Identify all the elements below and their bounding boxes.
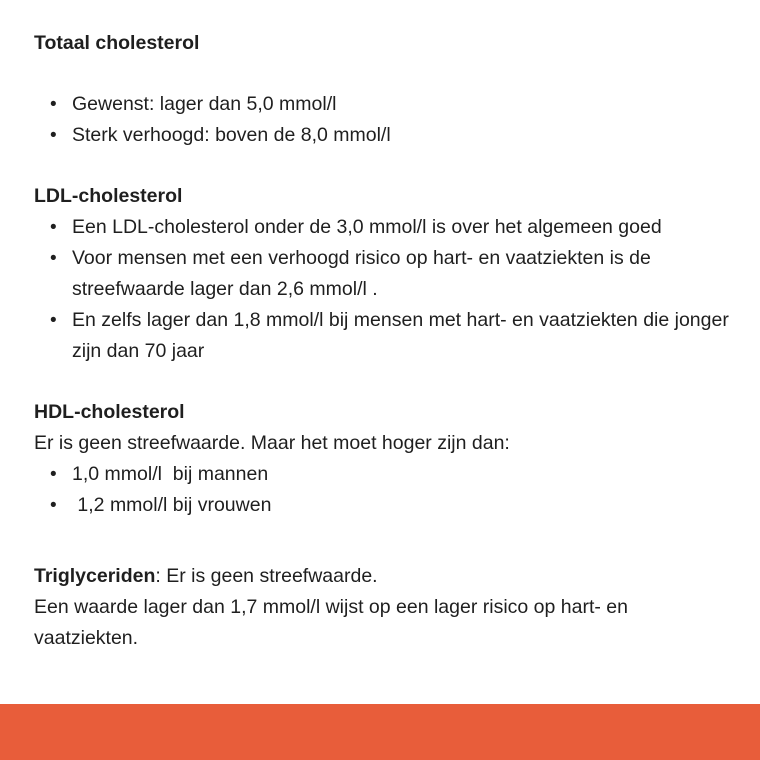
bullet-icon: • (50, 310, 57, 331)
bullet-icon: • (50, 125, 57, 146)
accent-footer-bar (0, 704, 760, 760)
bullet-icon: • (50, 217, 57, 238)
list-item: • Een LDL-cholesterol onder de 3,0 mmol/l is over het algemeen goed (34, 212, 734, 243)
totaal-list (34, 89, 734, 151)
triglyceriden-line (34, 561, 734, 592)
document-body (34, 28, 734, 654)
triglyceriden-detail: Een waarde lager dan 1,7 mmol/l wijst op een lager risico op hart- en vaatziekten. (34, 596, 628, 649)
hdl-intro: Er is geen streefwaarde. Maar het moet hoger zijn dan: (34, 432, 510, 454)
ldl-heading: LDL-cholesterol (34, 185, 183, 207)
bullet-icon: • (50, 464, 57, 485)
triglyceriden-text: : Er is geen streefwaarde. (155, 565, 378, 587)
ldl-list (34, 212, 734, 367)
list-item: • Sterk verhoogd: boven de 8,0 mmol/l (34, 120, 734, 151)
bullet-icon: • (50, 94, 57, 115)
list-item: • Gewenst: lager dan 5,0 mmol/l (34, 89, 734, 120)
triglyceriden-heading: Triglyceriden (34, 565, 156, 587)
hdl-heading: HDL-cholesterol (34, 401, 185, 423)
hdl-list (34, 459, 734, 521)
list-item: • Voor mensen met een verhoogd risico op hart- en vaatziekten is de streefwaarde lager dan 2,6 mmol/l . (34, 243, 734, 305)
list-item: • 1,0 mmol/l bij mannen (34, 459, 734, 490)
totaal-heading: Totaal cholesterol (34, 32, 200, 54)
list-item: • 1,2 mmol/l bij vrouwen (34, 490, 734, 521)
bullet-icon: • (50, 248, 57, 269)
bullet-icon: • (50, 495, 57, 516)
list-item: • En zelfs lager dan 1,8 mmol/l bij mensen met hart- en vaatziekten die jonger zijn dan 70 jaar (34, 305, 734, 367)
